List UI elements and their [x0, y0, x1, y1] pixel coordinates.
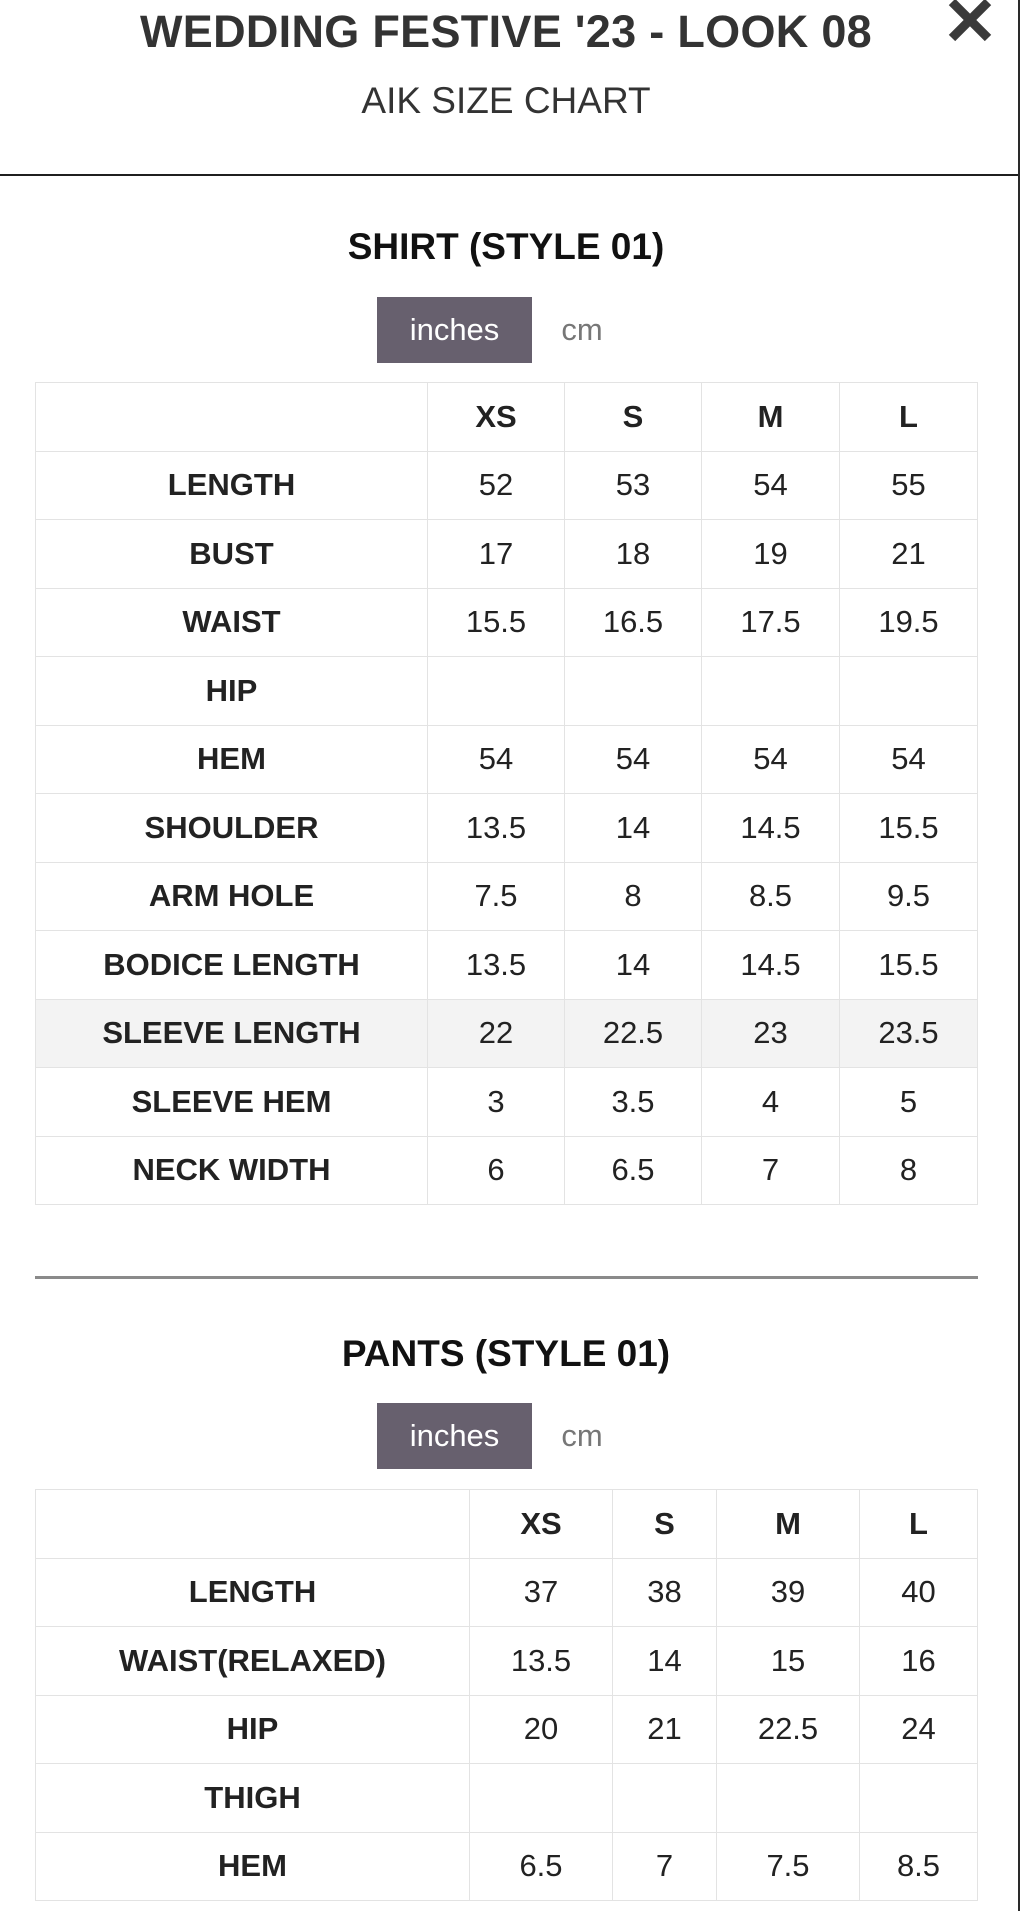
measurement-label: HEM [36, 725, 428, 794]
pants-unit-toggle [377, 1403, 632, 1469]
shirt-table-header-row [36, 383, 978, 452]
measurement-label: BUST [36, 520, 428, 589]
measurement-value: 17 [428, 520, 565, 589]
measurement-value: 4 [702, 1068, 840, 1137]
size-header-xs: XS [470, 1490, 613, 1559]
measurement-label: HEM [36, 1832, 470, 1901]
pants-section-title: PANTS (STYLE 01) [341, 1333, 671, 1374]
measurement-value: 3 [428, 1068, 565, 1137]
measurement-value: 7.5 [717, 1832, 860, 1901]
measurement-label: BODICE LENGTH [36, 931, 428, 1000]
shirt-unit-toggle [377, 297, 632, 363]
measurement-value: 6 [428, 1136, 565, 1205]
measurement-value [470, 1764, 613, 1833]
measurement-value: 37 [470, 1558, 613, 1627]
measurement-value [860, 1764, 978, 1833]
measurement-value: 18 [565, 520, 702, 589]
measurement-value: 21 [613, 1695, 717, 1764]
measurement-value: 54 [565, 725, 702, 794]
measurement-label: WAIST [36, 588, 428, 657]
measurement-value: 16 [860, 1627, 978, 1696]
measurement-value: 38 [613, 1558, 717, 1627]
measurement-value: 8 [840, 1136, 978, 1205]
measurement-value [717, 1764, 860, 1833]
measurement-value: 14.5 [702, 794, 840, 863]
close-button[interactable] [940, 0, 1000, 48]
measurement-value: 7.5 [428, 862, 565, 931]
size-header-l: L [840, 383, 978, 452]
measurement-value: 19.5 [840, 588, 978, 657]
measurement-value: 20 [470, 1695, 613, 1764]
close-icon [946, 0, 994, 44]
measurement-value: 22 [428, 999, 565, 1068]
measurement-value: 5 [840, 1068, 978, 1137]
measurement-label: SHOULDER [36, 794, 428, 863]
measurement-value: 15.5 [840, 931, 978, 1000]
measurement-value: 13.5 [428, 794, 565, 863]
measurement-value: 7 [702, 1136, 840, 1205]
measurement-value: 15.5 [428, 588, 565, 657]
table-row [36, 1695, 978, 1764]
table-row [36, 725, 978, 794]
measurement-value: 14.5 [702, 931, 840, 1000]
measurement-value: 55 [840, 451, 978, 520]
table-row [36, 451, 978, 520]
pants-unit-inches-button[interactable]: inches [377, 1403, 532, 1469]
table-row [36, 520, 978, 589]
measurement-value: 54 [702, 451, 840, 520]
modal-header [0, 0, 1018, 176]
measurement-label: SLEEVE HEM [36, 1068, 428, 1137]
size-header-s: S [565, 383, 702, 452]
pants-unit-cm-button[interactable]: cm [561, 1418, 603, 1453]
measurement-label: HIP [36, 657, 428, 726]
measurement-value [613, 1764, 717, 1833]
measurement-value [702, 657, 840, 726]
measurement-value: 3.5 [565, 1068, 702, 1137]
table-row [36, 1068, 978, 1137]
table-row [36, 862, 978, 931]
measurement-label: WAIST(RELAXED) [36, 1627, 470, 1696]
measurement-label: NECK WIDTH [36, 1136, 428, 1205]
measurement-value: 15.5 [840, 794, 978, 863]
shirt-section-title: SHIRT (STYLE 01) [347, 226, 665, 267]
measurement-label: ARM HOLE [36, 862, 428, 931]
measurement-value [840, 657, 978, 726]
table-row [36, 1136, 978, 1205]
measurement-value: 13.5 [470, 1627, 613, 1696]
table-corner-cell [36, 1490, 470, 1559]
measurement-value: 54 [428, 725, 565, 794]
measurement-value: 22.5 [565, 999, 702, 1068]
measurement-value: 8 [565, 862, 702, 931]
measurement-value: 23.5 [840, 999, 978, 1068]
measurement-value: 22.5 [717, 1695, 860, 1764]
measurement-value: 14 [565, 931, 702, 1000]
table-row [36, 794, 978, 863]
measurement-value: 7 [613, 1832, 717, 1901]
size-header-l: L [860, 1490, 978, 1559]
measurement-value: 8.5 [860, 1832, 978, 1901]
measurement-value: 14 [565, 794, 702, 863]
measurement-value: 9.5 [840, 862, 978, 931]
measurement-value: 21 [840, 520, 978, 589]
shirt-unit-cm-button[interactable]: cm [561, 312, 603, 347]
size-header-s: S [613, 1490, 717, 1559]
table-corner-cell [36, 383, 428, 452]
measurement-value [428, 657, 565, 726]
measurement-value: 23 [702, 999, 840, 1068]
measurement-label: HIP [36, 1695, 470, 1764]
table-row [36, 588, 978, 657]
measurement-value: 54 [840, 725, 978, 794]
measurement-label: THIGH [36, 1764, 470, 1833]
table-row [36, 1558, 978, 1627]
measurement-label: LENGTH [36, 1558, 470, 1627]
measurement-value: 40 [860, 1558, 978, 1627]
pants-table-header-row [36, 1490, 978, 1559]
measurement-value: 14 [613, 1627, 717, 1696]
measurement-value: 8.5 [702, 862, 840, 931]
table-row [36, 999, 978, 1068]
measurement-value [565, 657, 702, 726]
table-row [36, 1627, 978, 1696]
measurement-value: 53 [565, 451, 702, 520]
measurement-value: 54 [702, 725, 840, 794]
measurement-value: 13.5 [428, 931, 565, 1000]
table-row [36, 1764, 978, 1833]
table-row [36, 1832, 978, 1901]
section-divider [35, 1276, 978, 1279]
size-header-m: M [702, 383, 840, 452]
measurement-value: 15 [717, 1627, 860, 1696]
measurement-value: 52 [428, 451, 565, 520]
page-subtitle: AIK SIZE CHART [361, 80, 651, 121]
size-header-m: M [717, 1490, 860, 1559]
pants-size-table [35, 1489, 978, 1901]
measurement-value: 17.5 [702, 588, 840, 657]
measurement-label: SLEEVE LENGTH [36, 999, 428, 1068]
shirt-unit-inches-button[interactable]: inches [377, 297, 532, 363]
measurement-label: LENGTH [36, 451, 428, 520]
page-title: WEDDING FESTIVE '23 - LOOK 08 [139, 6, 873, 57]
measurement-value: 19 [702, 520, 840, 589]
measurement-value: 6.5 [565, 1136, 702, 1205]
shirt-size-table [35, 382, 978, 1205]
measurement-value: 24 [860, 1695, 978, 1764]
table-row [36, 657, 978, 726]
measurement-value: 6.5 [470, 1832, 613, 1901]
measurement-value: 39 [717, 1558, 860, 1627]
size-header-xs: XS [428, 383, 565, 452]
measurement-value: 16.5 [565, 588, 702, 657]
table-row [36, 931, 978, 1000]
